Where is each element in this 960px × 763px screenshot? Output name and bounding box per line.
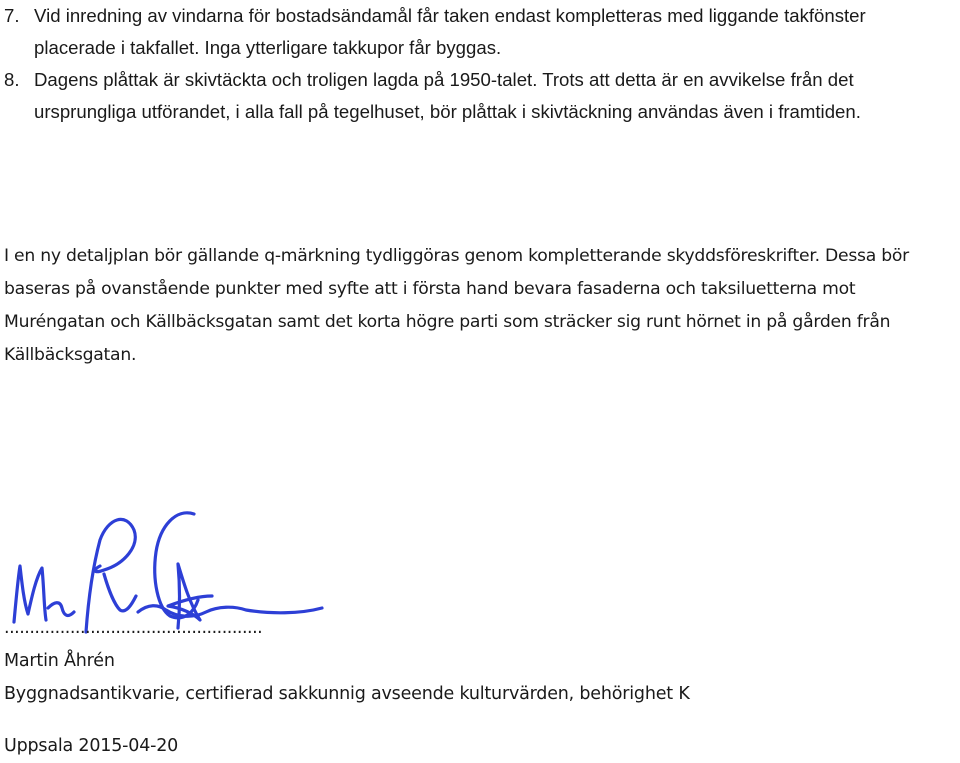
signatory-title: Byggnadsantikvarie, certifierad sakkunnig avseende kulturvärden, behörighet K <box>4 684 690 704</box>
signature-block <box>4 612 690 711</box>
list-item <box>0 64 950 128</box>
numbered-list <box>0 0 950 128</box>
signatory-name: Martin Åhrén <box>4 651 115 671</box>
body-paragraph: I en ny detaljplan bör gällande q-märkning tydliggöras genom kompletterande skyddsföreskrifter. Dessa bör baseras på ovanstående punkter med syfte att i första hand bevara fasaderna och taksiluetterna mot Muréngatan och Källbäcksgatan samt det korta högre parti som sträcker sig runt hörnet in på gården från Källbäcksgatan. <box>4 246 909 365</box>
list-item <box>0 0 950 64</box>
list-item-text: Dagens plåttak är skivtäckta och troligen lagda på 1950-talet. Trots att detta är en avvikelse från det ursprungliga utförandet, i alla fall på tegelhuset, bör plåttak i skivtäckning användas även i framtiden. <box>34 69 861 122</box>
list-item-number: 8. <box>4 69 20 90</box>
list-item-number: 7. <box>4 5 20 26</box>
signature-stroke <box>104 574 136 611</box>
place-and-date: Uppsala 2015-04-20 <box>4 736 179 756</box>
list-item-text: Vid inredning av vindarna för bostadsändamål får taken endast kompletteras med liggande takfönster placerade i takfallet. Inga ytterligare takkupor får byggas. <box>34 5 866 58</box>
signature-line: ................................................... <box>4 618 263 638</box>
